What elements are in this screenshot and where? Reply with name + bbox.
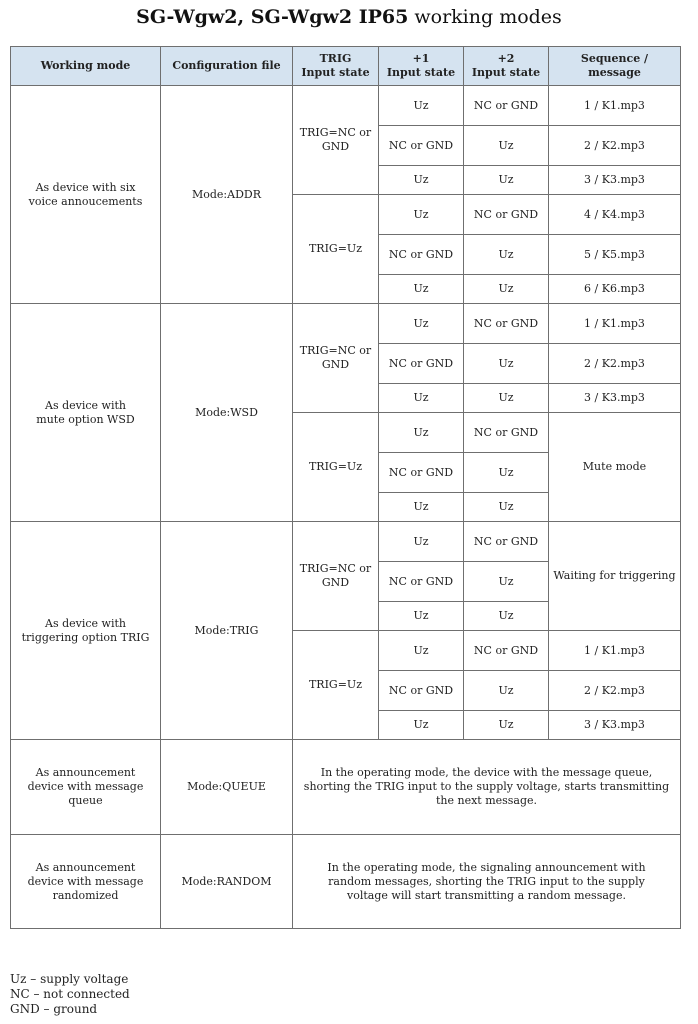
- legend-item: GND – ground: [10, 1002, 98, 1016]
- sequence-cell: 6 / K6.mp3: [549, 275, 681, 304]
- config-cell-wsd: Mode:WSD: [161, 304, 293, 522]
- sequence-merged-cell: Waiting for triggering: [549, 522, 681, 631]
- plus1-cell: Uz: [379, 413, 464, 453]
- plus1-cell: Uz: [379, 275, 464, 304]
- title-rest: working modes: [414, 6, 562, 28]
- sequence-cell: 4 / K4.mp3: [549, 195, 681, 235]
- table-header-row: [11, 47, 681, 86]
- plus2-cell: Uz: [464, 126, 549, 166]
- trig-cell: TRIG=Uz: [293, 631, 379, 740]
- plus2-cell: Uz: [464, 344, 549, 384]
- plus1-cell: Uz: [379, 304, 464, 344]
- plus1-cell: NC or GND: [379, 453, 464, 493]
- trig-cell: TRIG=NC or GND: [293, 522, 379, 631]
- plus2-cell: Uz: [464, 602, 549, 631]
- plus2-cell: Uz: [464, 562, 549, 602]
- header-sequence: [549, 47, 681, 86]
- title-bold: SG-Wgw2, SG-Wgw2 IP65: [136, 6, 409, 28]
- header-working-mode: Working mode: [11, 47, 161, 86]
- plus1-cell: NC or GND: [379, 562, 464, 602]
- header-plus1: [379, 47, 464, 86]
- plus1-cell: Uz: [379, 86, 464, 126]
- sequence-cell: 3 / K3.mp3: [549, 384, 681, 413]
- config-cell-addr: Mode:ADDR: [161, 86, 293, 304]
- sequence-cell: 1 / K1.mp3: [549, 86, 681, 126]
- sequence-cell: 2 / K2.mp3: [549, 126, 681, 166]
- mode-cell-queue: As announcement device with message queue: [11, 740, 161, 835]
- trig-cell: TRIG=Uz: [293, 413, 379, 522]
- sequence-cell: 1 / K1.mp3: [549, 304, 681, 344]
- trig-cell: TRIG=NC or GND: [293, 304, 379, 413]
- plus1-cell: Uz: [379, 711, 464, 740]
- plus1-cell: NC or GND: [379, 126, 464, 166]
- random-description: In the operating mode, the signaling announcement with random messages, shorting the TRIG input to the supply voltage will start transmitting a random message.: [293, 835, 681, 929]
- header-trig: [293, 47, 379, 86]
- plus2-cell: NC or GND: [464, 631, 549, 671]
- plus1-cell: Uz: [379, 631, 464, 671]
- header-sequence-line2: message: [588, 66, 641, 79]
- legend: [10, 972, 130, 1017]
- sequence-cell: 1 / K1.mp3: [549, 631, 681, 671]
- table-row: [11, 522, 681, 562]
- table-row: [11, 304, 681, 344]
- table-row-random: [11, 835, 681, 929]
- table-row-queue: [11, 740, 681, 835]
- header-plus2: [464, 47, 549, 86]
- plus2-cell: Uz: [464, 493, 549, 522]
- header-trig-line1: TRIG: [319, 52, 352, 65]
- plus2-cell: NC or GND: [464, 86, 549, 126]
- plus2-cell: Uz: [464, 235, 549, 275]
- table-row: [11, 86, 681, 126]
- header-plus1-line2: Input state: [386, 66, 456, 79]
- page-title: [0, 6, 698, 28]
- plus1-cell: Uz: [379, 602, 464, 631]
- plus2-cell: NC or GND: [464, 522, 549, 562]
- config-cell-trig: Mode:TRIG: [161, 522, 293, 740]
- sequence-cell: 2 / K2.mp3: [549, 671, 681, 711]
- sequence-merged-cell: Mute mode: [549, 413, 681, 522]
- config-cell-queue: Mode:QUEUE: [161, 740, 293, 835]
- plus2-cell: Uz: [464, 671, 549, 711]
- trig-cell: TRIG=NC or GND: [293, 86, 379, 195]
- header-sequence-line1: Sequence /: [580, 52, 649, 65]
- plus2-cell: Uz: [464, 275, 549, 304]
- plus2-cell: Uz: [464, 384, 549, 413]
- plus1-cell: Uz: [379, 384, 464, 413]
- mode-cell-wsd: As device with mute option WSD: [11, 304, 161, 522]
- plus2-cell: Uz: [464, 711, 549, 740]
- legend-item: NC – not connected: [10, 987, 130, 1001]
- header-trig-line2: Input state: [301, 66, 370, 79]
- plus1-cell: Uz: [379, 195, 464, 235]
- header-config-file: Configuration file: [161, 47, 293, 86]
- plus1-cell: Uz: [379, 166, 464, 195]
- header-plus2-line1: +2: [497, 52, 515, 65]
- working-modes-table: [10, 46, 681, 929]
- sequence-cell: 2 / K2.mp3: [549, 344, 681, 384]
- trig-cell: TRIG=Uz: [293, 195, 379, 304]
- plus1-cell: Uz: [379, 522, 464, 562]
- plus2-cell: Uz: [464, 453, 549, 493]
- plus2-cell: NC or GND: [464, 195, 549, 235]
- plus2-cell: NC or GND: [464, 304, 549, 344]
- plus2-cell: Uz: [464, 166, 549, 195]
- header-plus2-line2: Input state: [471, 66, 541, 79]
- plus1-cell: Uz: [379, 493, 464, 522]
- plus1-cell: NC or GND: [379, 235, 464, 275]
- mode-cell-random: As announcement device with message randomized: [11, 835, 161, 929]
- plus1-cell: NC or GND: [379, 344, 464, 384]
- legend-item: Uz – supply voltage: [10, 972, 129, 986]
- config-cell-random: Mode:RANDOM: [161, 835, 293, 929]
- sequence-cell: 3 / K3.mp3: [549, 711, 681, 740]
- queue-description: In the operating mode, the device with the message queue, shorting the TRIG input to the supply voltage, starts transmitting the next message.: [293, 740, 681, 835]
- sequence-cell: 5 / K5.mp3: [549, 235, 681, 275]
- mode-cell-trig: As device with triggering option TRIG: [11, 522, 161, 740]
- mode-cell-addr: As device with six voice annoucements: [11, 86, 161, 304]
- sequence-cell: 3 / K3.mp3: [549, 166, 681, 195]
- header-plus1-line1: +1: [412, 52, 430, 65]
- plus1-cell: NC or GND: [379, 671, 464, 711]
- plus2-cell: NC or GND: [464, 413, 549, 453]
